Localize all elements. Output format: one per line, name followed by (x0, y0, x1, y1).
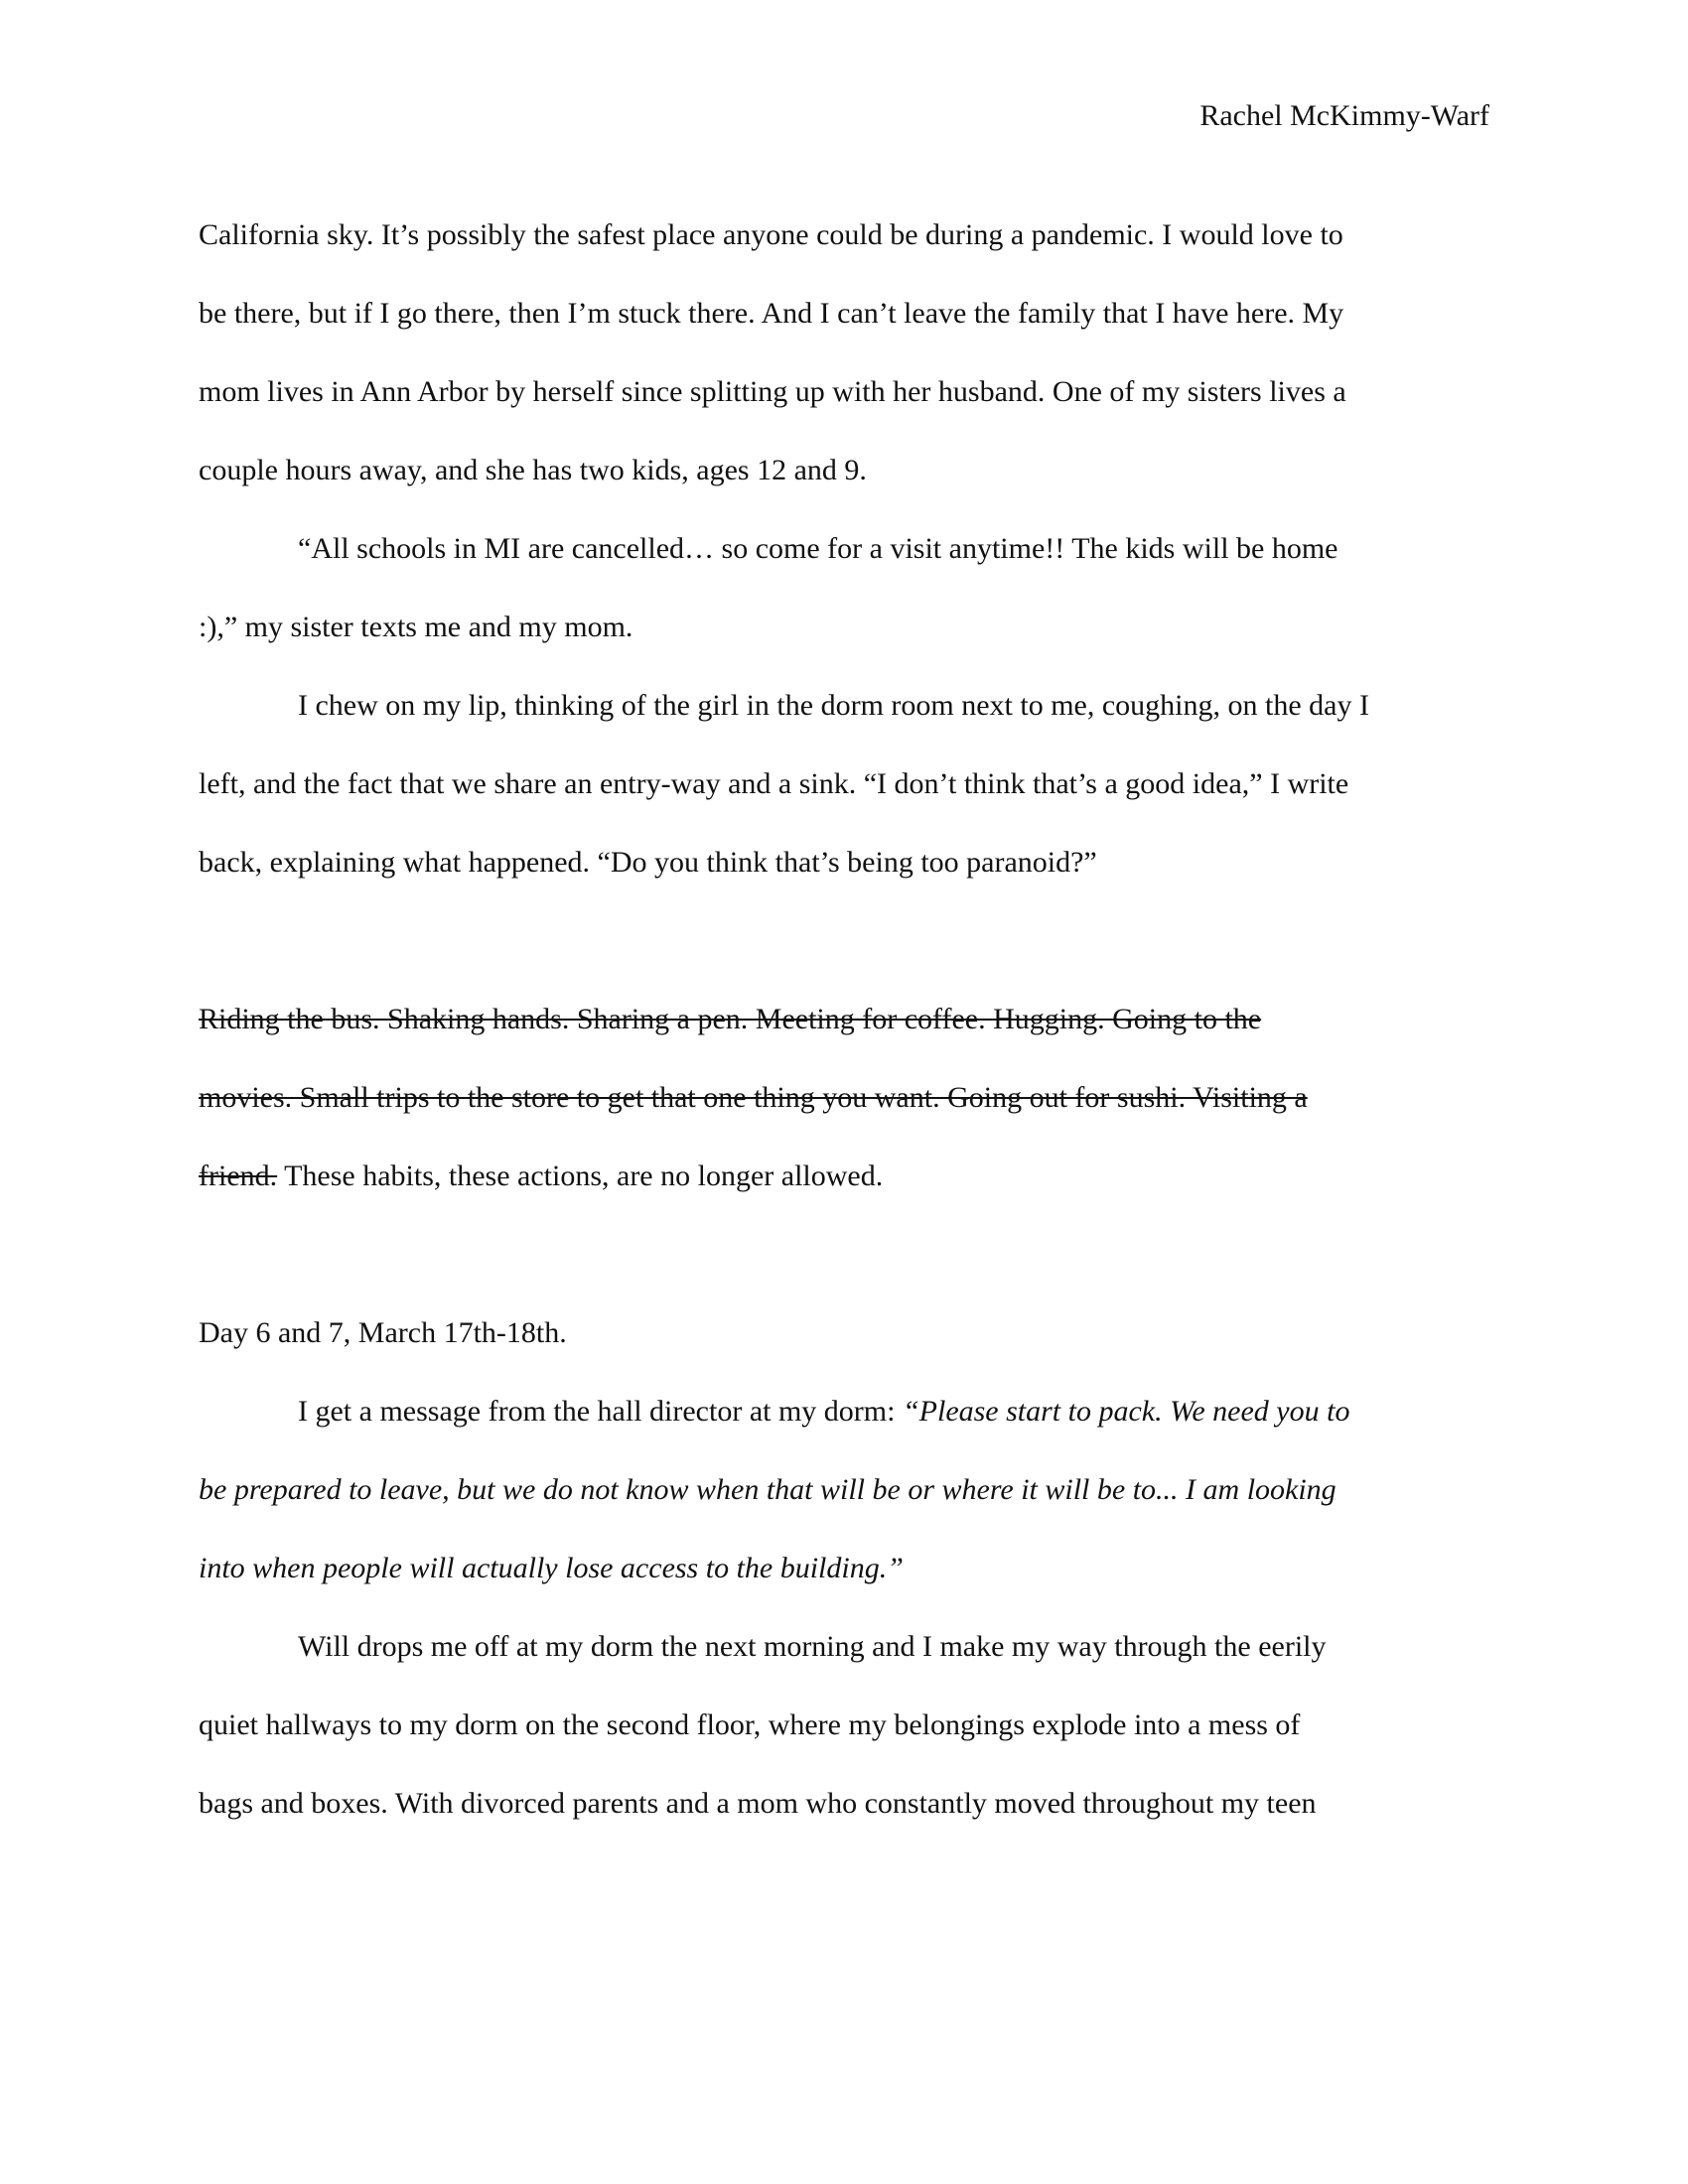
struck-text: Riding the bus. Shaking hands. Sharing a pen. Meeting for coffee. Hugging. Going to the (199, 1003, 1262, 1035)
text-line (199, 980, 1489, 1058)
running-header-author: Rachel McKimmy-Warf (1199, 99, 1489, 132)
text-line (199, 1372, 1489, 1450)
plain-text: I get a message from the hall director at my dorm: (298, 1395, 903, 1428)
italic-quote: “Please start to pack. We need you to (902, 1395, 1350, 1428)
text-line: “All schools in MI are cancelled… so come for a visit anytime!! The kids will be home (298, 532, 1338, 565)
text-line (199, 1137, 1489, 1215)
text-line: be prepared to leave, but we do not know when that will be or where it will be to... I am looking (199, 1473, 1336, 1506)
text-line: mom lives in Ann Arbor by herself since splitting up with her husband. One of my sisters lives a (199, 375, 1346, 408)
paragraph-reply (199, 666, 1489, 901)
paragraph-sister-text (199, 509, 1489, 666)
document-body (199, 196, 1489, 1843)
text-line: bags and boxes. With divorced parents and a mom who constantly moved throughout my teen (199, 1787, 1317, 1820)
text-line: Will drops me off at my dorm the next morning and I make my way through the eerily (298, 1630, 1327, 1663)
struck-text: friend. (199, 1160, 278, 1192)
plain-text: These habits, these actions, are no longer allowed. (277, 1160, 884, 1192)
paragraph-california (199, 196, 1489, 509)
text-line: I chew on my lip, thinking of the girl in the dorm room next to me, coughing, on the day I (298, 689, 1369, 722)
blank-line (199, 901, 1489, 980)
paragraph-dorm (199, 1607, 1489, 1843)
text-line: :),” my sister texts me and my mom. (199, 611, 633, 643)
section-heading: Day 6 and 7, March 17th-18th. (199, 1316, 567, 1349)
text-line (199, 1058, 1489, 1137)
text-line: back, explaining what happened. “Do you think that’s being too paranoid?” (199, 846, 1097, 879)
text-line: left, and the fact that we share an entry-way and a sink. “I don’t think that’s a good idea,” I write (199, 767, 1349, 800)
paragraph-habits (199, 980, 1489, 1215)
paragraph-hall-director (199, 1372, 1489, 1607)
text-line: into when people will actually lose access to the building.” (199, 1552, 904, 1584)
struck-text: movies. Small trips to the store to get that one thing you want. Going out for sushi. Visiting a (199, 1081, 1308, 1114)
text-line: California sky. It’s possibly the safest place anyone could be during a pandemic. I would love to (199, 218, 1343, 251)
text-line: be there, but if I go there, then I’m stuck there. And I can’t leave the family that I have here. My (199, 297, 1344, 330)
text-line: couple hours away, and she has two kids, ages 12 and 9. (199, 454, 867, 486)
blank-line (199, 1215, 1489, 1294)
text-line: quiet hallways to my dorm on the second floor, where my belongings explode into a mess of (199, 1708, 1301, 1741)
